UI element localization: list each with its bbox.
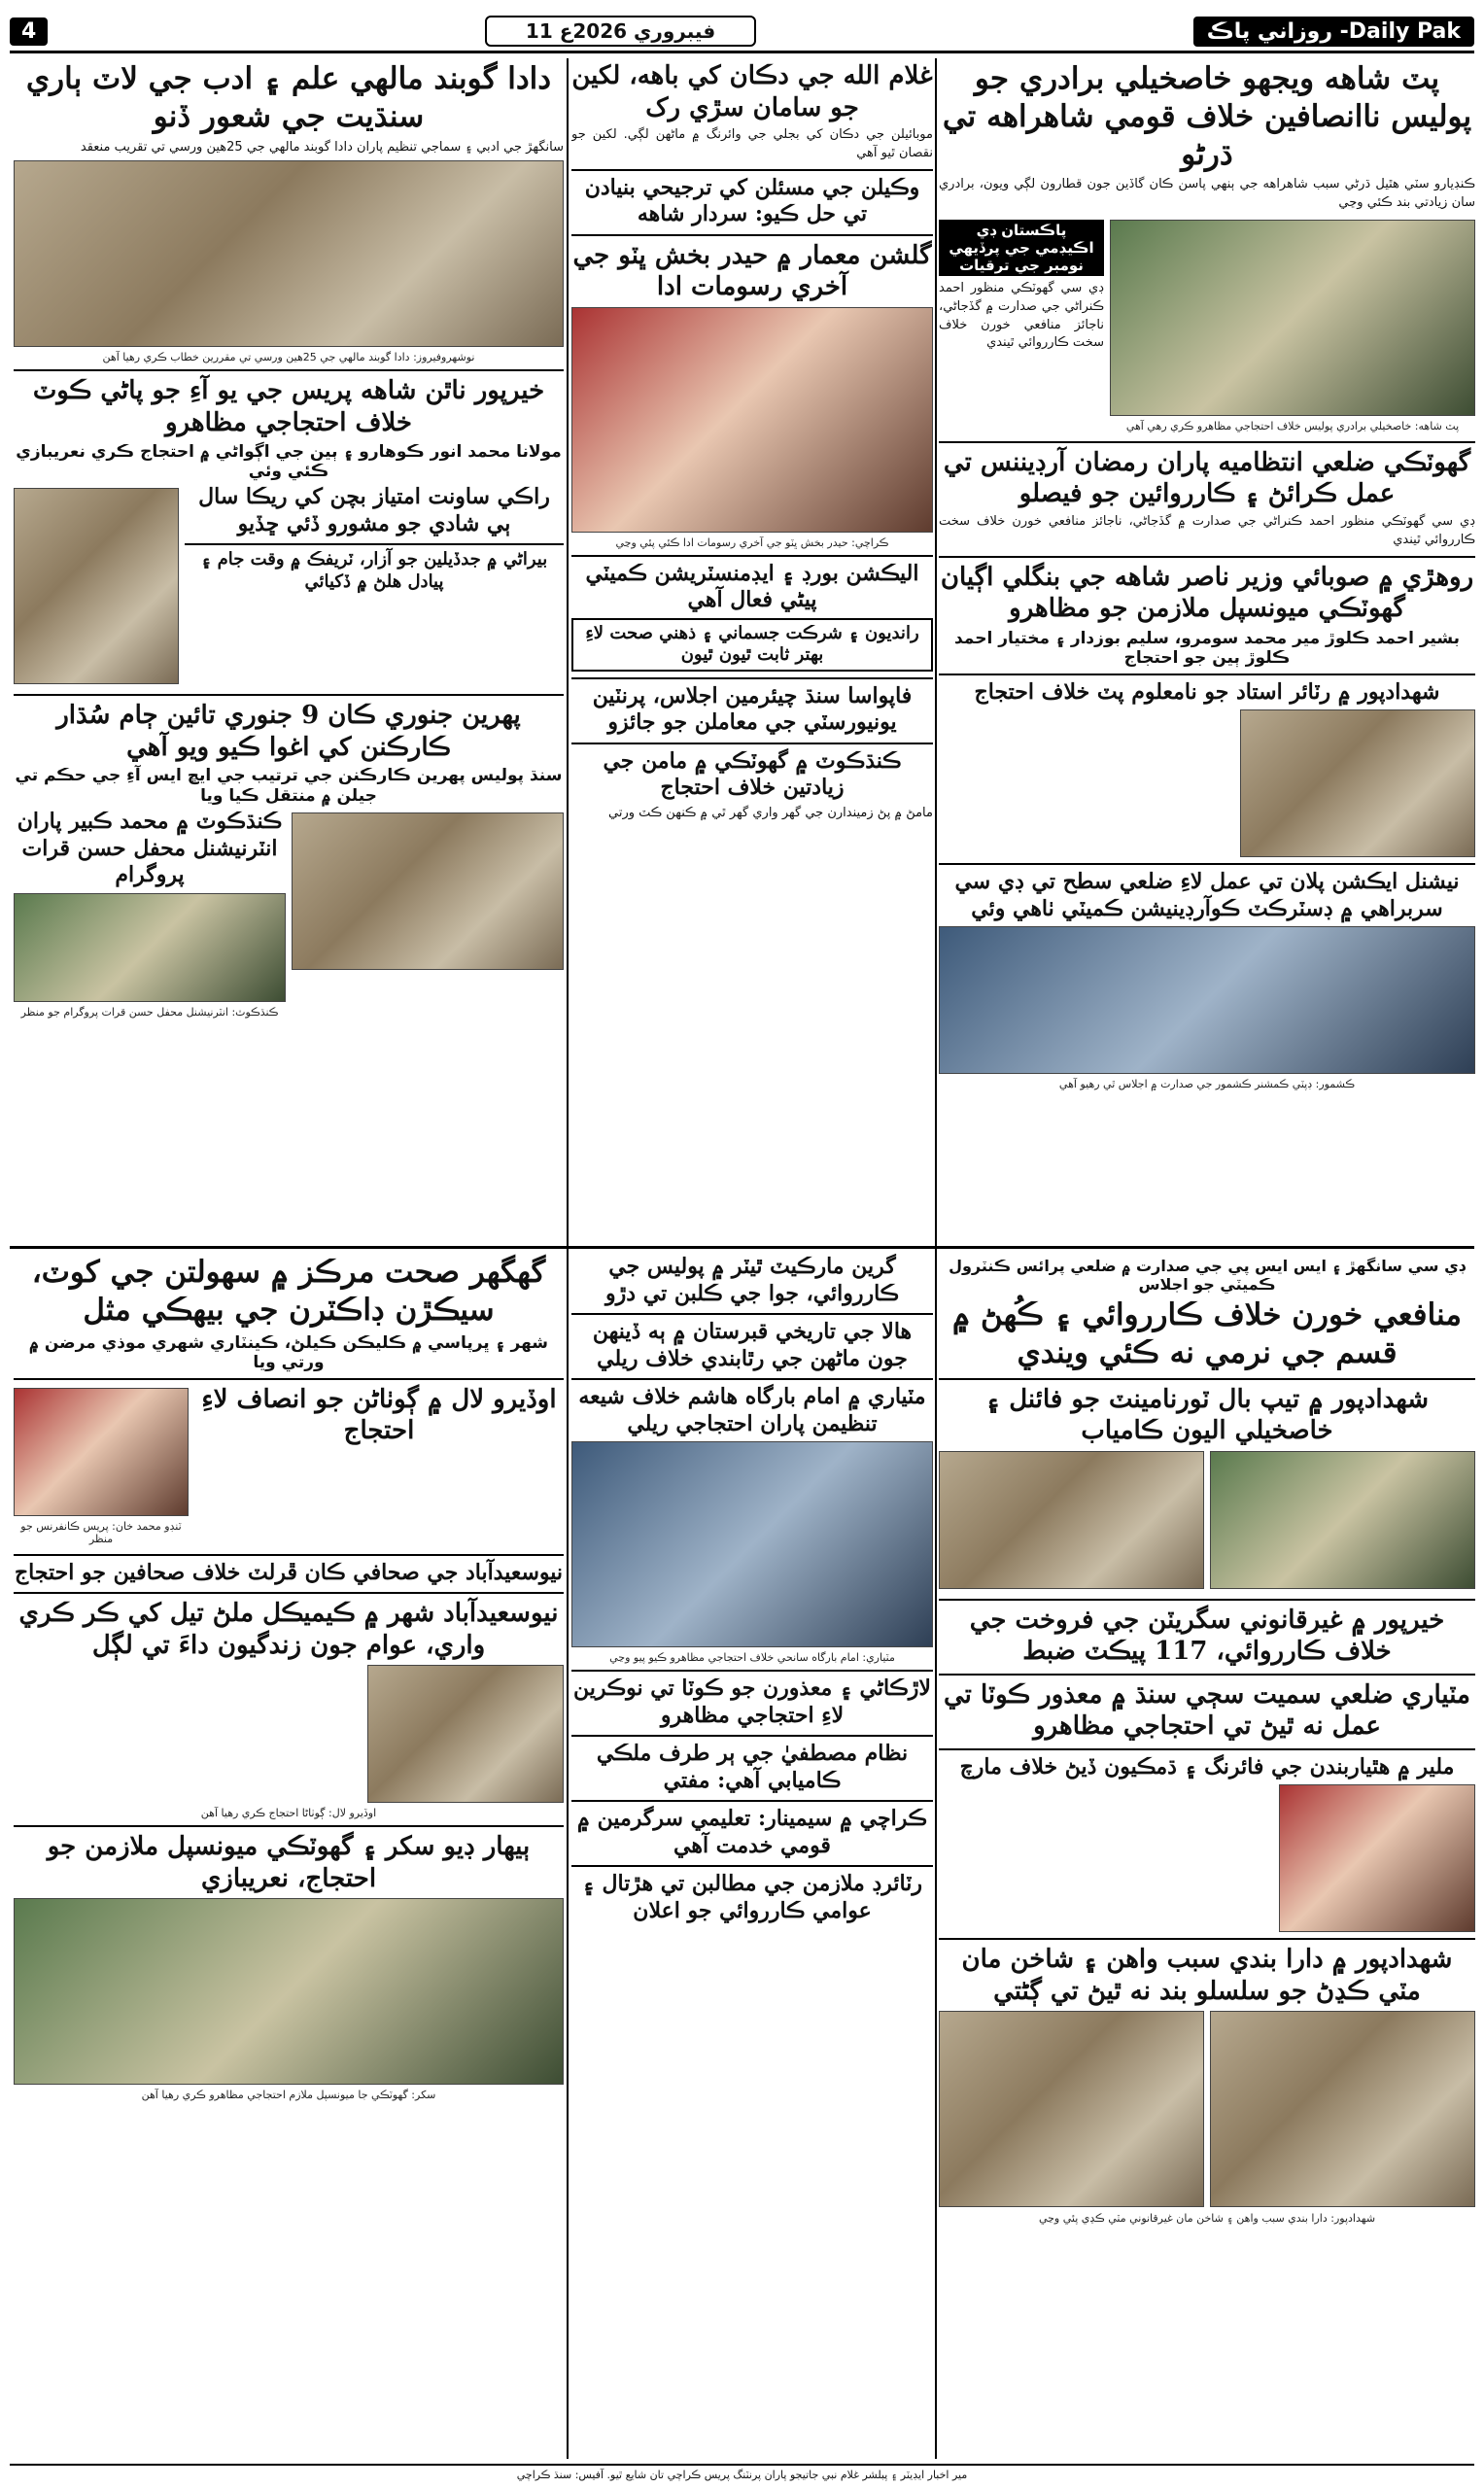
- photo-caption: ڪشمور: ڊپٽي ڪمشنر ڪشمور جي صدارت ۾ اجلاس ٿي رهيو آهي: [1058, 1078, 1356, 1091]
- column-divider: [935, 58, 937, 2459]
- headline: ٻيهار ڊيو سکر ۽ گهوٽڪي ميونسپل ملازمن جو احتجاج، نعريبازي: [47, 1832, 531, 1893]
- photo-caption: نوشهروفيروز: دادا گوبند مالهي جي 25هين ورسي تي مقررين خطاب ڪري رهيا آهن: [102, 351, 475, 364]
- article-body: ڊي سي گهوٽڪي منظور احمد ڪنراڻي جي صدارت ۾ گڏجاڻي، ناجائز منافعي خورن خلاف سخت ڪارروائي ٿيندي: [939, 280, 1104, 351]
- column-divider: [567, 58, 569, 2459]
- top-left-column: [14, 60, 564, 1241]
- headline: نظام مصطفيٰ جي ٻر طرف ملڪي ڪاميابي آهي: مفتي: [596, 1741, 909, 1793]
- headline: مٽياري ۾ امام بارگاه هاشم خلاف شيعه تنظيمن پاران احتجاجي ريلي: [578, 1384, 926, 1436]
- article-body: ڪنڊيارو سٽي هٿيل ڌرڻي سبب شاهراهه جي ٻنهي پاسن ڪان گاڏين جون قطارون لڳي ويون، برادري سان زيادتي بند ڪئي وڃي: [939, 177, 1475, 211]
- article-body: سانگهڙ جي ادبي ۽ سماجي تنظيم پاران دادا گوبند مالهي جي 25هين ورسي تي تقريب منعقد: [80, 139, 564, 155]
- subheadline: بشير احمد ڪلوڙ مير محمد سومرو، سليم بوزدار ۽ مختيار احمد ڪلوڙ ٻين جو احتجاج: [953, 628, 1461, 668]
- news-photo: [939, 1451, 1204, 1589]
- headline: نيشنل ايڪشن پلان تي عمل لاءِ ضلعي سطح تي ڊي سي سربراهي ۾ ڊسٽرڪٽ ڪوآرڊينيشن ڪميٽي ٺاهي وئي: [954, 869, 1460, 921]
- article-body: مامڻ ۾ پڻ زميندارن جي گهر واري گهر ٿي ۾ ڪنهن ڪٽ ورتي: [607, 805, 933, 820]
- kicker: ڊي سي سانگهڙ ۽ ايس ايس پي جي صدارت ۾ ضلعي پرائس ڪنٽرول ڪميٽي جو اجلاس: [949, 1257, 1466, 1294]
- headline: خيرپور ۾ غيرقانوني سگريٽن جي فروخت جي خلاف ڪارروائي، 117 پيڪٽ ضبط: [969, 1605, 1445, 1666]
- news-photo: [14, 893, 286, 1002]
- news-photo: [1279, 1784, 1475, 1932]
- photo-caption: ڪراچي: حيدر بخش ڀٽو جي آخري رسومات ادا ڪئي پئي وڃي: [615, 536, 889, 549]
- boxed-news: پاڪستان ڊي اڪيڊمي جي پرڏيهي نومبر جي ترقيات: [939, 220, 1104, 276]
- headline: ملير ۾ هٿياربندن جي فائرنگ ۽ ڌمڪيون ڏيڻ خلاف مارچ: [959, 1753, 1455, 1780]
- headline: خيرپور ناٿن شاهه پريس جي يو آءِ جو پاڻي ڪوٽ خلاف احتجاجي مظاهرو: [32, 376, 545, 437]
- subheadline: مولانا محمد انور ڪوهارو ۽ ٻين جي اڳواڻي ۾ احتجاج ڪري نعريبازي ڪئي وئي: [16, 442, 562, 482]
- headline: گرين مارڪيٽ ٿيٽر ۾ پوليس جي ڪارروائي، جوا جي ڪلبن تي دڙو: [605, 1254, 899, 1306]
- headline: اليڪشن بورڊ ۽ ايڊمنسٽريشن ڪميٽي پيڻي فعال آهي: [585, 560, 919, 613]
- photo-caption: ڪنڌڪوٽ: انٽرنيشنل محفل حسن قرات پروگرام جو منظر: [20, 1005, 279, 1019]
- news-photo: [14, 160, 564, 347]
- headline: بيراڻي ۾ جدڏيلين جو آزار، ٽريفڪ ۾ وقت جام ۽ پيادل هلڻ ۾ ڏکيائي: [200, 549, 548, 592]
- headline: وڪيلن جي مسئلن کي ترجيحي بنيادن تي حل ڪيو: سردار شاهه: [584, 174, 920, 227]
- photo-caption: اوڏيرو لال: ڳوٺاڻا احتجاج ڪري رهيا آهن: [200, 1807, 377, 1819]
- paper-name: Daily Pak- روزاني پاڪ: [1193, 17, 1474, 47]
- news-photo: [939, 926, 1475, 1074]
- headline: شهدادپور ۾ رٽائر استاد جو نامعلوم پٽ خلاف احتجاج: [974, 678, 1440, 705]
- headline: پهرين جنوري ڪان 9 جنوري تائين ڄام سُڌار ڪارڪنن کي اغوا ڪيو ويو آهي: [56, 701, 521, 762]
- news-photo: [14, 488, 179, 684]
- masthead: [10, 12, 1474, 53]
- news-photo: [1110, 220, 1475, 416]
- headline: رٽائرڊ ملازمن جي مطالبن تي هڙتال ۽ عوامي ڪارروائي جو اعلان: [582, 1871, 922, 1923]
- news-photo: [367, 1665, 564, 1803]
- headline: پٽ شاهه ويجهو خاصخيلي برادري جو پوليس ناانصافين خلاف قومي شاهراهه تي ڌرڻو: [942, 61, 1472, 172]
- headline: منافعي خورن خلاف ڪارروائي ۽ ڪُهڻ ۾ قسم جي نرمي نه ڪئي ويندي: [952, 1297, 1462, 1370]
- news-photo: [571, 1441, 933, 1647]
- headline: ڪراچي ۾ سيمينار: تعليمي سرگرمين ۾ قومي خدمت آهي: [577, 1806, 927, 1858]
- headline: مٽياري ضلعي سميت سڄي سنڌ ۾ معذور ڪوٽا تي عمل نه ٿيڻ تي احتجاجي مظاهرو: [943, 1679, 1470, 1741]
- headline: غلام الله جي دڪان کي باهه، لکين جو سامان سڙي رک: [571, 61, 933, 122]
- subheadline: سنڌ پوليس پهرين ڪارڪنن جي ترتيب جي ايڇ ايس آءِ جي حڪم تي جيلن ۾ منتقل ڪيا ويا: [15, 766, 563, 807]
- issue-date: 11 فيبروري 2026ع: [485, 16, 756, 47]
- photo-caption: پٽ شاهه: خاصخيلي برادري پوليس خلاف احتجاجي مظاهرو ڪري رهي آهي: [1125, 419, 1460, 432]
- article-body: موبائيلن جي دڪان کي بجلي جي وائرنگ ۾ ماڻهن لڳي. لکين جو نقصان ٿيو آهي: [571, 127, 933, 160]
- news-photo: [571, 307, 933, 533]
- bottom-middle-column: [571, 1254, 933, 2459]
- headline: اوڏيرو لال ۾ ڳوٺاڻن جو انصاف لاءِ احتجاج: [201, 1384, 557, 1445]
- headline: نيوسعيدآباد شهر ۾ ڪيميڪل ملڻ تيل کي ڪر ڪري واري، عوام جون زندگيون داءَ تي لڳل: [18, 1599, 559, 1660]
- headline: روهڙي ۾ صوبائي وزير ناصر شاهه جي بنگلي اڳيان گهوٽڪي ميونسپل ملازمن جو مظاهرو: [940, 562, 1474, 624]
- photo-caption: ٽنڊو محمد خان: پريس ڪانفرنس جو منظر: [20, 1519, 182, 1545]
- headline: رانديون ۽ شرڪت جسماني ۽ ذهني صحت لاءِ بهتر ثابت ٿيون ٿيون: [585, 622, 919, 666]
- headline: هالا جي تاريخي قبرستان ۾ ٻه ڏينهن جون ماڻهن جي رٿابندي خلاف ريلي: [592, 1319, 913, 1371]
- news-photo: [1210, 2011, 1475, 2207]
- news-photo: [292, 812, 564, 970]
- headline: لاڙڪاڻي ۽ معذورن جو ڪوٽا تي نوڪرين لاءِ احتجاجي مظاهرو: [573, 1676, 931, 1728]
- top-middle-column: [571, 60, 933, 1241]
- headline: گهگهر صحت مرڪز ۾ سهولتن جي کوٽ، سيڪڙن ڊاڪٽرن جي بيهڪي مثل: [31, 1255, 546, 1328]
- headline: ڪنڌڪوٽ ۾ محمد ڪبير پاران انٽرنيشنل محفل حسن قرات پروگرام: [17, 809, 283, 888]
- headline: نيوسعيدآباد جي صحافي ڪان ڦرلٽ خلاف صحافين جو احتجاج: [14, 1559, 564, 1585]
- news-photo: [14, 1388, 189, 1516]
- news-photo: [1240, 709, 1475, 857]
- headline: گلشن معمار ۾ حيدر بخش ڀٽو جي آخري رسومات ادا: [572, 240, 932, 302]
- headline: دادا گوبند مالهي علم ۽ ادب جي لاٽ ٻاري سنڌيت جي شعور ڏنو: [25, 61, 552, 134]
- headline: ڪنڌڪوٽ ۾ گهوٽڪي ۾ مامن جي زيادتين خلاف احتجاج: [603, 747, 902, 801]
- headline: شهدادپور ۾ دارا بندي سبب واهن ۽ شاخن مان مٽي ڪڍڻ جو سلسلو بند نه ٿيڻ تي ڳڻتي: [961, 1945, 1453, 2006]
- news-photo: [1210, 1451, 1475, 1589]
- page-number: 4: [10, 17, 48, 46]
- bottom-right-column: [939, 1254, 1475, 2459]
- subheadline: شهر ۽ ڀرپاسي ۾ ڪليڪن ڪيلڻ، ڪينٽاري شهري موذي مرضن ۾ ورتي ويا: [28, 1332, 549, 1372]
- photo-caption: مٽياري: امام بارگاه سانحي خلاف احتجاجي مظاهرو ڪيو پيو وڃي: [609, 1651, 895, 1664]
- photo-caption: شهدادپور: دارا بندي سبب واهن ۽ شاخن مان غيرقانوني مٽي ڪڍي پئي وڃي: [1038, 2212, 1376, 2225]
- photo-caption: سکر: گهوٽڪي جا ميونسپل ملازم احتجاجي مظاهرو ڪري رهيا آهن: [141, 2089, 436, 2101]
- bottom-left-column: [14, 1254, 564, 2459]
- headline: شهدادپور ۾ تيپ بال ٽورنامينٽ جو فائنل ۽ خاصخيلي اليون ڪامياب: [984, 1384, 1430, 1445]
- headline: فاپواسا سنڌ چيئرمين اجلاس، پرنٽين يونيورسٽي جي معاملن جو جائزو: [592, 682, 913, 736]
- headline: راڪي ساونت امتياز بچن کي ريڪا سال ٻي شادي جو مشورو ڏئي ڇڏيو: [198, 484, 550, 536]
- headline: گهوٽڪي ضلعي انتظاميه پاران رمضان آرڊيننس تي عمل ڪرائڻ ۽ ڪارروائين جو فيصلو: [943, 447, 1471, 509]
- article-body: ڊي سي گهوٽڪي منظور احمد ڪنراڻي جي صدارت ۾ گڏجاڻي، ناجائز منافعي خورن خلاف سخت ڪارروائي ٿيندي: [939, 513, 1475, 547]
- imprint-footer: مير اخبار ايڊيٽر ۽ پبلشر غلام نبي جاتيجو پاران پرنٽنگ پريس ڪراچي تان شايع ٿيو. آفيس: سنڌ ڪراچي: [10, 2464, 1474, 2481]
- fold-divider: [10, 1246, 1474, 1249]
- top-right-column: [939, 60, 1475, 1241]
- news-photo: [14, 1898, 564, 2085]
- news-photo: [939, 2011, 1204, 2207]
